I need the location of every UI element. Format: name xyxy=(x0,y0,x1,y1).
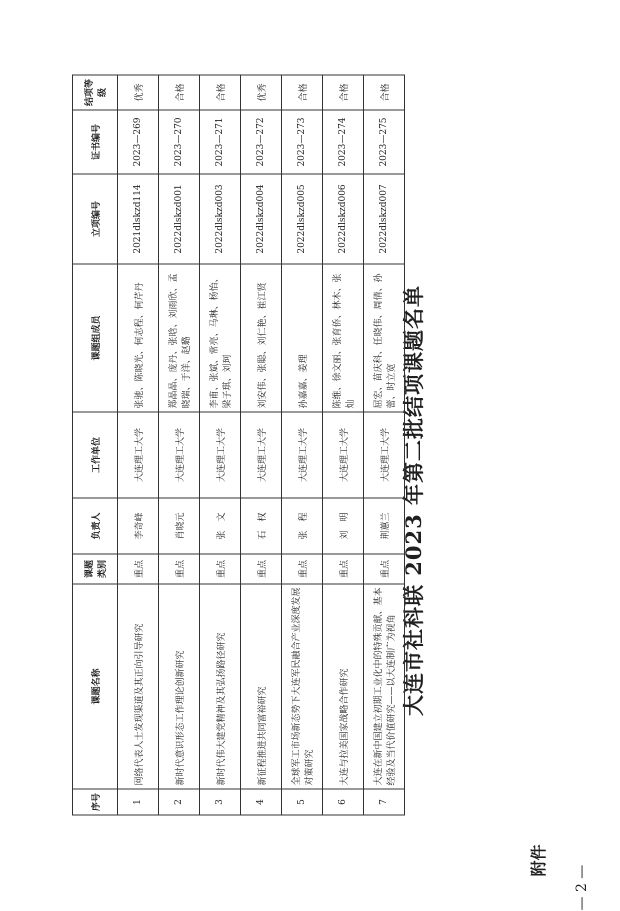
cell-category: 重点 xyxy=(241,554,282,584)
cell-category: 重点 xyxy=(323,554,364,584)
cell-members: 张驰、陈晓光、何志程、何芹丹 xyxy=(118,264,159,412)
header-members: 课题组成员 xyxy=(73,264,118,412)
cell-project-no: 2022dlskzd007 xyxy=(364,174,405,264)
cell-members: 李甫、张斌、常亮、马琳、杨怡、梁子琪、刘珂 xyxy=(200,264,241,412)
cell-unit: 大连理工大学 xyxy=(323,412,364,498)
header-category: 课题类别 xyxy=(73,554,118,584)
cell-cert-no: 2023—272 xyxy=(241,110,282,174)
cell-grade: 合格 xyxy=(200,75,241,110)
cell-project-no: 2022dlskzd005 xyxy=(282,174,323,264)
cell-project-no: 2022dlskzd006 xyxy=(323,174,364,264)
cell-unit: 大连理工大学 xyxy=(159,412,200,498)
cell-leader: 张 程 xyxy=(282,498,323,554)
table-row xyxy=(241,75,282,815)
header-grade: 结项等级 xyxy=(73,75,118,110)
cell-unit: 大连理工大学 xyxy=(200,412,241,498)
header-leader: 负责人 xyxy=(73,498,118,554)
header-name: 课题名称 xyxy=(73,584,118,789)
cell-name: 新时代意识形态工作理论创新研究 xyxy=(159,584,200,789)
cell-unit: 大连理工大学 xyxy=(282,412,323,498)
cell-leader: 肖晓元 xyxy=(159,498,200,554)
attachment-label: 附件 xyxy=(529,844,548,877)
cell-leader: 张 文 xyxy=(200,498,241,554)
cell-name: 全球军工市场新态势下大连军民融合产业深度发展对策研究 xyxy=(282,584,323,789)
cell-cert-no: 2023—270 xyxy=(159,110,200,174)
cell-category: 重点 xyxy=(118,554,159,584)
cell-name: 网络代表人士发现渠道及其正向引导研究 xyxy=(118,584,159,789)
cell-index: 7 xyxy=(364,789,405,815)
cell-grade: 合格 xyxy=(364,75,405,110)
cell-members: 刘安伟、张聪、刘仁艳、崔江贤 xyxy=(241,264,282,412)
page-title: 大连市社科联 2023 年第二批结项课题名单 xyxy=(401,284,426,717)
header-index: 序号 xyxy=(73,789,118,815)
table-row xyxy=(200,75,241,815)
table-row xyxy=(323,75,364,815)
header-unit: 工作单位 xyxy=(73,412,118,498)
cell-members: 郑晶晶、庞丹、张晗、刘雨欣、孟晓瑞、于洋、赵璐 xyxy=(159,264,200,412)
cell-category: 重点 xyxy=(282,554,323,584)
cell-members: 孙嘉嘉、姜理 xyxy=(282,264,323,412)
cell-name: 新征程推进共同富裕研究 xyxy=(241,584,282,789)
cell-leader: 石 权 xyxy=(241,498,282,554)
cell-unit: 大连理工大学 xyxy=(118,412,159,498)
cell-grade: 合格 xyxy=(282,75,323,110)
cell-project-no: 2022dlskzd001 xyxy=(159,174,200,264)
cell-leader: 荆蕙兰 xyxy=(364,498,405,554)
cell-name: 大连与拉美国家战略合作研究 xyxy=(323,584,364,789)
table-row xyxy=(364,75,405,815)
header-cert-no: 证书编号 xyxy=(73,110,118,174)
cell-index: 6 xyxy=(323,789,364,815)
cell-index: 5 xyxy=(282,789,323,815)
cell-cert-no: 2023—275 xyxy=(364,110,405,174)
cell-category: 重点 xyxy=(159,554,200,584)
cell-grade: 优秀 xyxy=(118,75,159,110)
cell-name: 新时代伟大建党精神及其弘扬路径研究 xyxy=(200,584,241,789)
cell-category: 重点 xyxy=(200,554,241,584)
cell-project-no: 2022dlskzd004 xyxy=(241,174,282,264)
cell-cert-no: 2023—269 xyxy=(118,110,159,174)
cell-category: 重点 xyxy=(364,554,405,584)
results-table xyxy=(72,75,405,816)
table-header-row xyxy=(73,75,118,815)
page-number: — 2 — xyxy=(574,864,590,911)
cell-unit: 大连理工大学 xyxy=(241,412,282,498)
cell-project-no: 2021dlskzd114 xyxy=(118,174,159,264)
cell-project-no: 2022dlskzd003 xyxy=(200,174,241,264)
cell-cert-no: 2023—273 xyxy=(282,110,323,174)
cell-members: 陈维、徐文丽、张育侨、林木、张灿 xyxy=(323,264,364,412)
cell-grade: 优秀 xyxy=(241,75,282,110)
table-row xyxy=(118,75,159,815)
header-project-no: 立项编号 xyxy=(73,174,118,264)
cell-index: 2 xyxy=(159,789,200,815)
cell-members: 屈宏、苗庆科、任晓伟、周倩、孙蕾、时立宽 xyxy=(364,264,405,412)
cell-unit: 大连理工大学 xyxy=(364,412,405,498)
cell-grade: 合格 xyxy=(159,75,200,110)
table-row xyxy=(282,75,323,815)
cell-index: 3 xyxy=(200,789,241,815)
cell-leader: 李奇峰 xyxy=(118,498,159,554)
table-row xyxy=(159,75,200,815)
cell-index: 1 xyxy=(118,789,159,815)
cell-leader: 刘 明 xyxy=(323,498,364,554)
cell-cert-no: 2023—271 xyxy=(200,110,241,174)
cell-index: 4 xyxy=(241,789,282,815)
cell-name: 大连在新中国建立初期工业化中的特殊贡献、基本经验及当代价值研究——以大连制广为视角 xyxy=(364,584,405,789)
cell-cert-no: 2023—274 xyxy=(323,110,364,174)
cell-grade: 合格 xyxy=(323,75,364,110)
